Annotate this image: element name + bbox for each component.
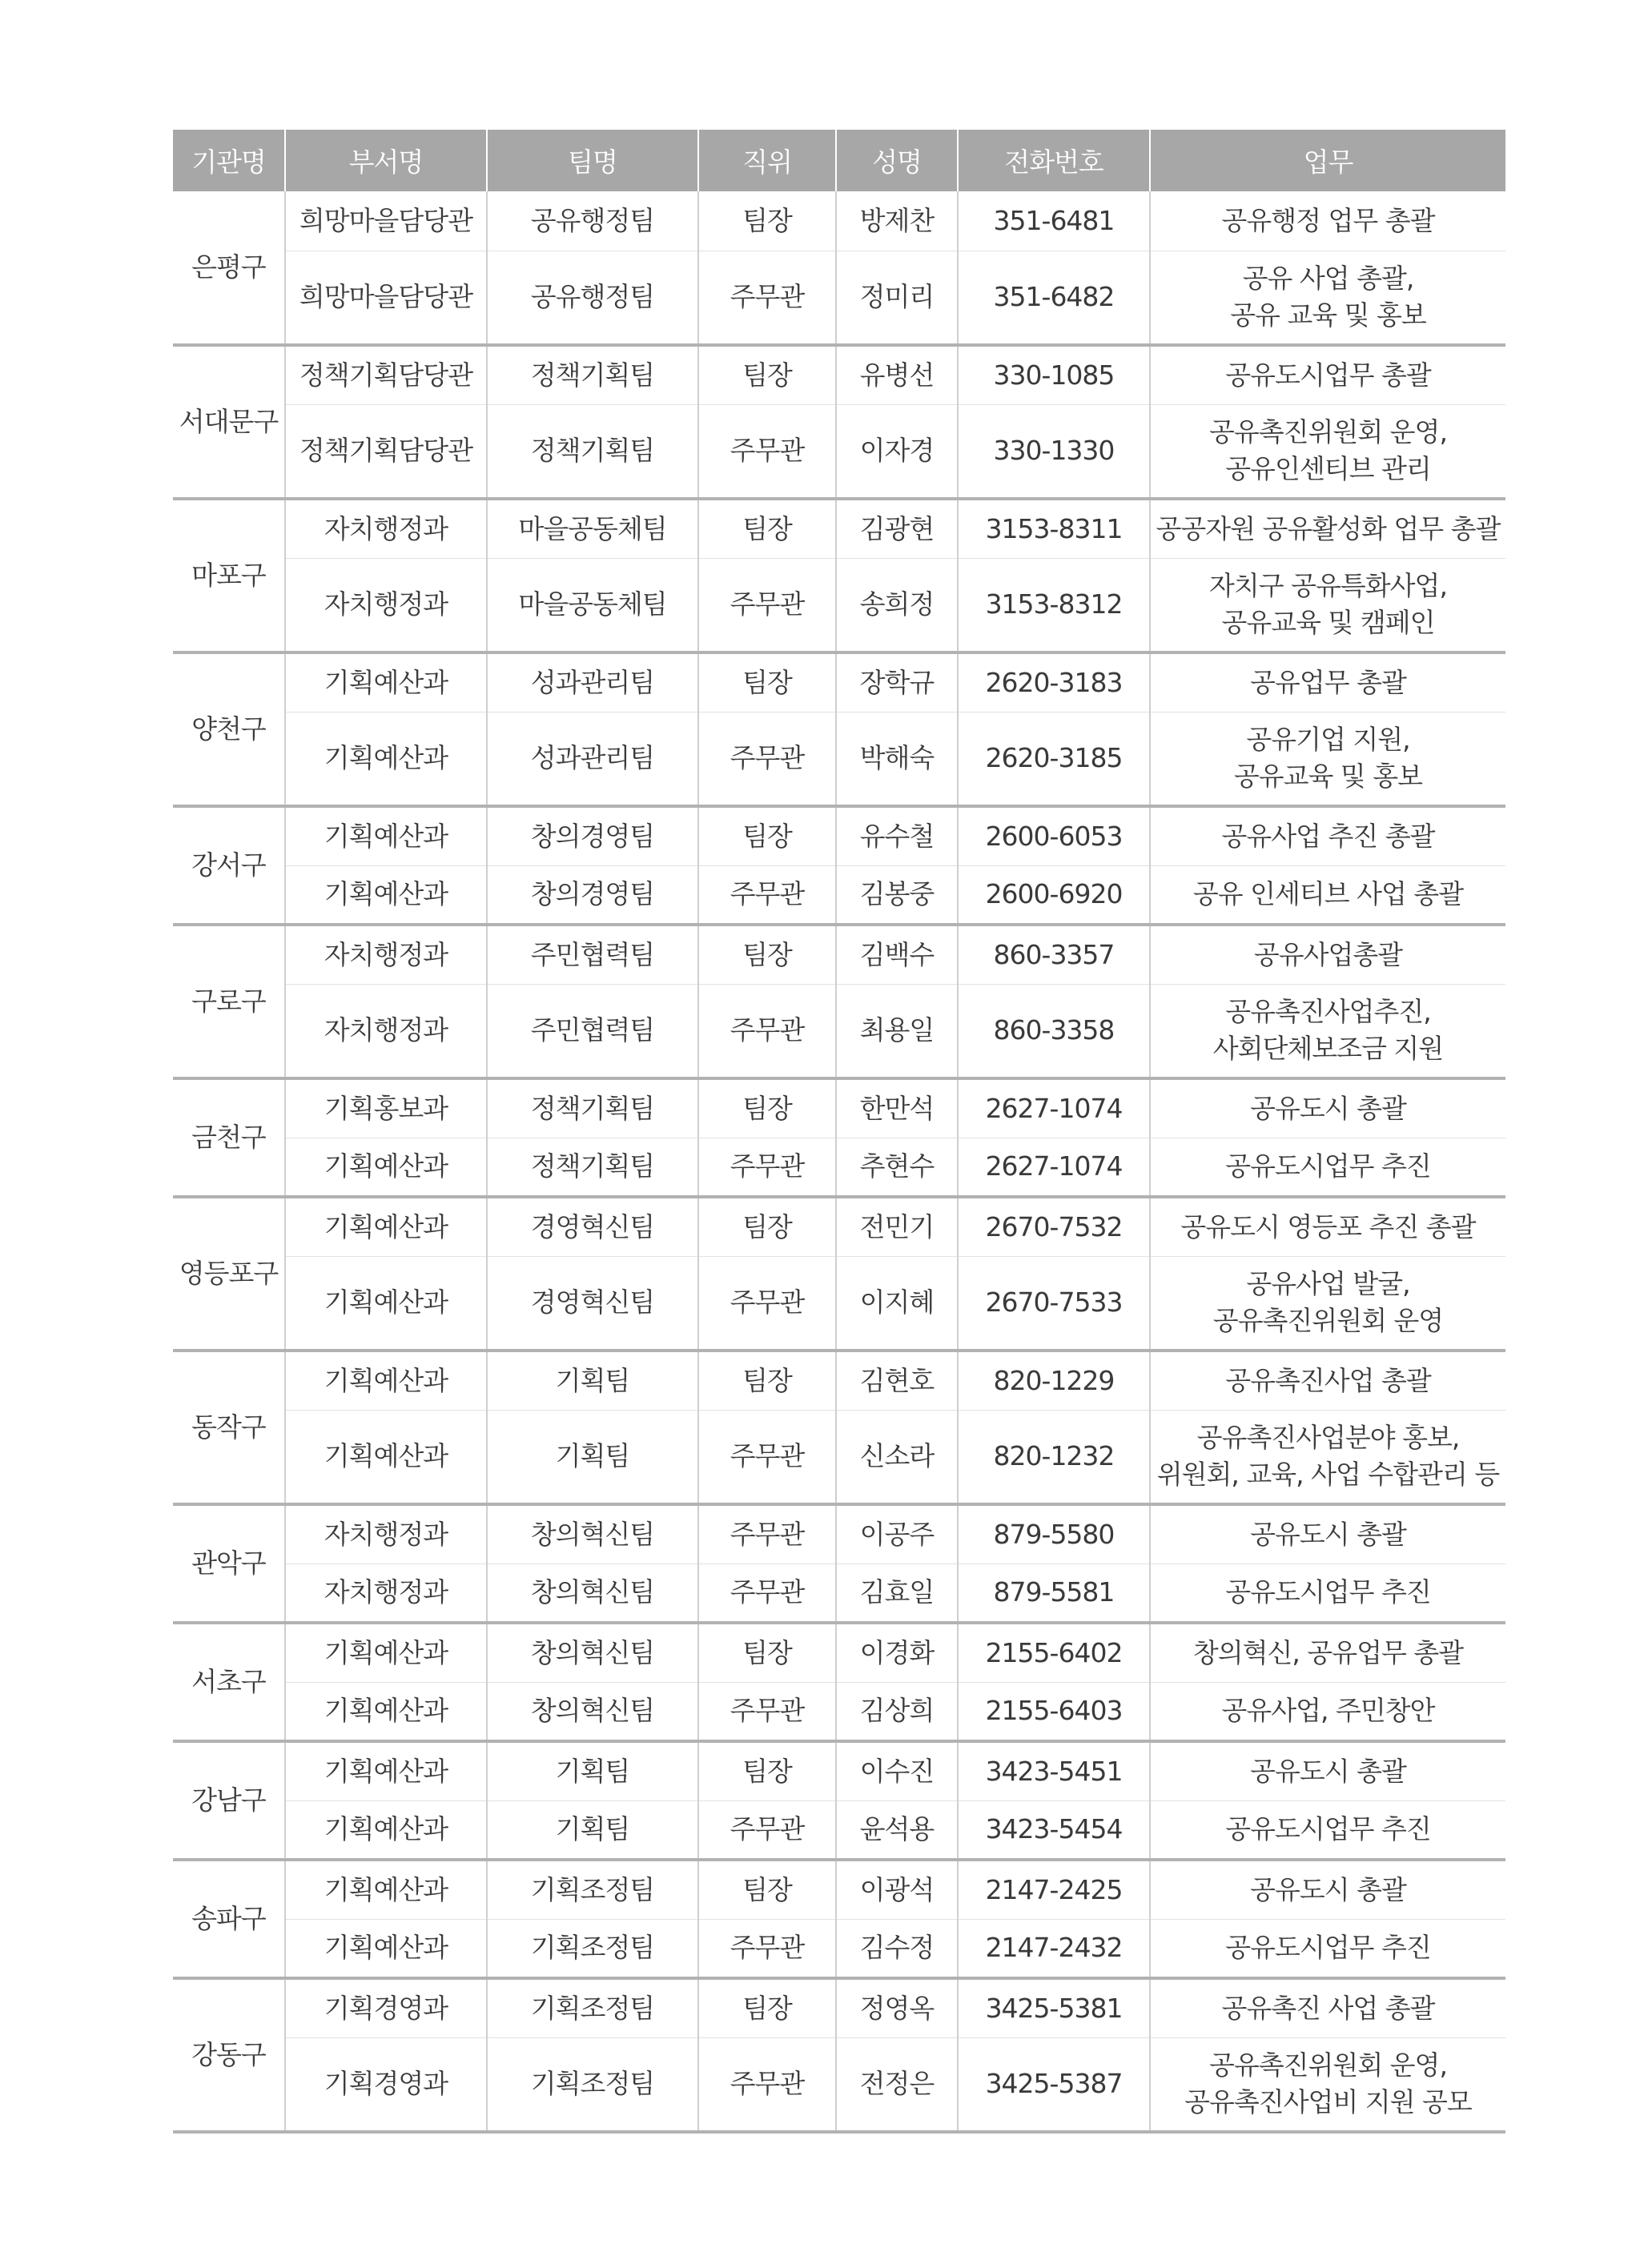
header-task: 업무 bbox=[1150, 130, 1505, 191]
task-cell bbox=[1150, 1138, 1505, 1197]
org-cell: 서대문구 bbox=[173, 345, 285, 499]
dept-cell: 기획예산과 bbox=[285, 652, 487, 712]
dept-cell: 자치행정과 bbox=[285, 558, 487, 652]
position-cell: 팀장 bbox=[698, 1623, 836, 1682]
task-line: 공유촉진위원회 운영 bbox=[1212, 1305, 1444, 1337]
task-line: 공유행정 업무 총괄 bbox=[1221, 204, 1435, 236]
phone-cell: 860-3358 bbox=[958, 984, 1150, 1078]
phone-cell: 3153-8311 bbox=[958, 499, 1150, 558]
org-cell: 서초구 bbox=[173, 1623, 285, 1741]
name-cell: 신소라 bbox=[836, 1410, 958, 1504]
task-line: 공유사업 발굴, bbox=[1246, 1268, 1410, 1300]
table-row bbox=[173, 1682, 1505, 1741]
team-cell: 정책기획팀 bbox=[487, 345, 698, 404]
task-line: 공유촉진사업비 지원 공모 bbox=[1184, 2086, 1472, 2118]
contact-directory-table bbox=[173, 130, 1505, 2134]
table-row bbox=[173, 1197, 1505, 1256]
team-cell: 마을공동체팀 bbox=[487, 499, 698, 558]
task-line: 공유도시 영등포 추진 총괄 bbox=[1180, 1210, 1476, 1242]
task-line: 공유도시 총괄 bbox=[1250, 1873, 1406, 1905]
position-cell: 팀장 bbox=[698, 1197, 836, 1256]
table-row bbox=[173, 1504, 1505, 1564]
name-cell: 김광현 bbox=[836, 499, 958, 558]
team-cell: 창의경영팀 bbox=[487, 865, 698, 925]
dept-cell: 기획예산과 bbox=[285, 1682, 487, 1741]
phone-cell: 820-1229 bbox=[958, 1351, 1150, 1410]
header-position: 직위 bbox=[698, 130, 836, 191]
task-line: 공유도시 총괄 bbox=[1250, 1755, 1406, 1787]
task-cell bbox=[1150, 806, 1505, 865]
org-cell: 동작구 bbox=[173, 1351, 285, 1504]
dept-cell: 자치행정과 bbox=[285, 925, 487, 984]
task-cell bbox=[1150, 1860, 1505, 1919]
table-row bbox=[173, 1078, 1505, 1138]
phone-cell: 2620-3185 bbox=[958, 712, 1150, 806]
name-cell: 장학규 bbox=[836, 652, 958, 712]
dept-cell: 희망마을담당관 bbox=[285, 251, 487, 345]
task-cell bbox=[1150, 1800, 1505, 1860]
table-row bbox=[173, 1978, 1505, 2037]
team-cell: 창의혁신팀 bbox=[487, 1623, 698, 1682]
phone-cell: 351-6481 bbox=[958, 191, 1150, 251]
team-cell: 정책기획팀 bbox=[487, 1138, 698, 1197]
table-row bbox=[173, 652, 1505, 712]
task-cell bbox=[1150, 984, 1505, 1078]
position-cell: 주무관 bbox=[698, 1564, 836, 1623]
team-cell: 정책기획팀 bbox=[487, 1078, 698, 1138]
task-line: 공유촉진사업 총괄 bbox=[1225, 1364, 1431, 1396]
position-cell: 팀장 bbox=[698, 652, 836, 712]
position-cell: 팀장 bbox=[698, 499, 836, 558]
task-cell bbox=[1150, 1741, 1505, 1800]
dept-cell: 기획예산과 bbox=[285, 1410, 487, 1504]
team-cell: 기획조정팀 bbox=[487, 1919, 698, 1978]
name-cell: 이자경 bbox=[836, 404, 958, 499]
team-cell: 기획조정팀 bbox=[487, 1978, 698, 2037]
table-body bbox=[173, 191, 1505, 2132]
task-line: 공유도시업무 추진 bbox=[1225, 1932, 1431, 1964]
phone-cell: 3153-8312 bbox=[958, 558, 1150, 652]
position-cell: 주무관 bbox=[698, 558, 836, 652]
task-line: 공유사업 추진 총괄 bbox=[1221, 820, 1435, 852]
team-cell: 성과관리팀 bbox=[487, 652, 698, 712]
position-cell: 팀장 bbox=[698, 1860, 836, 1919]
dept-cell: 자치행정과 bbox=[285, 984, 487, 1078]
dept-cell: 자치행정과 bbox=[285, 499, 487, 558]
name-cell: 방제찬 bbox=[836, 191, 958, 251]
task-cell bbox=[1150, 1623, 1505, 1682]
table-row bbox=[173, 251, 1505, 345]
position-cell: 주무관 bbox=[698, 1800, 836, 1860]
dept-cell: 기획예산과 bbox=[285, 806, 487, 865]
task-cell bbox=[1150, 1682, 1505, 1741]
task-line: 공유촉진 사업 총괄 bbox=[1221, 1992, 1435, 2024]
team-cell: 기획팀 bbox=[487, 1410, 698, 1504]
phone-cell: 3425-5381 bbox=[958, 1978, 1150, 2037]
task-line: 공유 사업 총괄, bbox=[1242, 263, 1414, 295]
header-row bbox=[173, 130, 1505, 191]
name-cell: 김효일 bbox=[836, 1564, 958, 1623]
name-cell: 김상희 bbox=[836, 1682, 958, 1741]
name-cell: 추현수 bbox=[836, 1138, 958, 1197]
dept-cell: 기획예산과 bbox=[285, 1860, 487, 1919]
phone-cell: 2627-1074 bbox=[958, 1078, 1150, 1138]
name-cell: 최용일 bbox=[836, 984, 958, 1078]
position-cell: 주무관 bbox=[698, 1138, 836, 1197]
team-cell: 경영혁신팀 bbox=[487, 1256, 698, 1351]
table-row bbox=[173, 191, 1505, 251]
position-cell: 팀장 bbox=[698, 1741, 836, 1800]
dept-cell: 기획예산과 bbox=[285, 1351, 487, 1410]
dept-cell: 기획경영과 bbox=[285, 2037, 487, 2132]
team-cell: 주민협력팀 bbox=[487, 925, 698, 984]
team-cell: 정책기획팀 bbox=[487, 404, 698, 499]
task-line: 공유촉진위원회 운영, bbox=[1209, 2049, 1447, 2081]
team-cell: 성과관리팀 bbox=[487, 712, 698, 806]
dept-cell: 기획예산과 bbox=[285, 1256, 487, 1351]
table-row bbox=[173, 345, 1505, 404]
team-cell: 창의혁신팀 bbox=[487, 1564, 698, 1623]
name-cell: 김봉중 bbox=[836, 865, 958, 925]
dept-cell: 기획경영과 bbox=[285, 1978, 487, 2037]
task-line: 공유사업총괄 bbox=[1253, 938, 1403, 970]
team-cell: 기획조정팀 bbox=[487, 1860, 698, 1919]
task-line: 사회단체보조금 지원 bbox=[1212, 1033, 1444, 1065]
org-cell: 은평구 bbox=[173, 191, 285, 345]
position-cell: 팀장 bbox=[698, 1078, 836, 1138]
task-cell bbox=[1150, 652, 1505, 712]
name-cell: 김수정 bbox=[836, 1919, 958, 1978]
table-row bbox=[173, 2037, 1505, 2132]
team-cell: 공유행정팀 bbox=[487, 251, 698, 345]
header-name: 성명 bbox=[836, 130, 958, 191]
position-cell: 주무관 bbox=[698, 1256, 836, 1351]
table-row bbox=[173, 865, 1505, 925]
team-cell: 마을공동체팀 bbox=[487, 558, 698, 652]
name-cell: 김백수 bbox=[836, 925, 958, 984]
position-cell: 팀장 bbox=[698, 345, 836, 404]
position-cell: 주무관 bbox=[698, 1410, 836, 1504]
position-cell: 팀장 bbox=[698, 191, 836, 251]
phone-cell: 2600-6053 bbox=[958, 806, 1150, 865]
task-line: 공유교육 및 캠페인 bbox=[1221, 607, 1435, 639]
task-cell bbox=[1150, 1351, 1505, 1410]
table-row bbox=[173, 1623, 1505, 1682]
org-cell: 송파구 bbox=[173, 1860, 285, 1978]
task-line: 공유도시업무 추진 bbox=[1225, 1150, 1431, 1182]
table-row bbox=[173, 1800, 1505, 1860]
table-row bbox=[173, 984, 1505, 1078]
phone-cell: 2155-6403 bbox=[958, 1682, 1150, 1741]
table-row bbox=[173, 404, 1505, 499]
task-cell bbox=[1150, 712, 1505, 806]
task-cell bbox=[1150, 2037, 1505, 2132]
phone-cell: 330-1085 bbox=[958, 345, 1150, 404]
task-line: 공유촉진사업분야 홍보, bbox=[1196, 1422, 1460, 1454]
name-cell: 정미리 bbox=[836, 251, 958, 345]
header-team: 팀명 bbox=[487, 130, 698, 191]
org-cell: 구로구 bbox=[173, 925, 285, 1078]
phone-cell: 3423-5454 bbox=[958, 1800, 1150, 1860]
phone-cell: 2670-7532 bbox=[958, 1197, 1150, 1256]
name-cell: 전정은 bbox=[836, 2037, 958, 2132]
phone-cell: 2620-3183 bbox=[958, 652, 1150, 712]
phone-cell: 2600-6920 bbox=[958, 865, 1150, 925]
task-line: 공유도시 총괄 bbox=[1250, 1092, 1406, 1124]
team-cell: 창의혁신팀 bbox=[487, 1504, 698, 1564]
task-line: 위원회, 교육, 사업 수합관리 등 bbox=[1156, 1459, 1500, 1491]
team-cell: 창의혁신팀 bbox=[487, 1682, 698, 1741]
header-dept: 부서명 bbox=[285, 130, 487, 191]
task-line: 공유도시업무 추진 bbox=[1225, 1813, 1431, 1845]
task-line: 공유촉진사업추진, bbox=[1225, 996, 1431, 1028]
position-cell: 팀장 bbox=[698, 925, 836, 984]
name-cell: 이수진 bbox=[836, 1741, 958, 1800]
task-cell bbox=[1150, 558, 1505, 652]
task-cell bbox=[1150, 1978, 1505, 2037]
task-cell bbox=[1150, 1504, 1505, 1564]
task-cell bbox=[1150, 1078, 1505, 1138]
position-cell: 주무관 bbox=[698, 712, 836, 806]
name-cell: 유수철 bbox=[836, 806, 958, 865]
table-row bbox=[173, 1919, 1505, 1978]
task-line: 자치구 공유특화사업, bbox=[1209, 570, 1447, 602]
phone-cell: 860-3357 bbox=[958, 925, 1150, 984]
org-cell: 강남구 bbox=[173, 1741, 285, 1860]
task-cell bbox=[1150, 499, 1505, 558]
table-row bbox=[173, 1410, 1505, 1504]
phone-cell: 879-5581 bbox=[958, 1564, 1150, 1623]
org-cell: 영등포구 bbox=[173, 1197, 285, 1351]
table-header bbox=[173, 130, 1505, 191]
position-cell: 주무관 bbox=[698, 1919, 836, 1978]
team-cell: 기획조정팀 bbox=[487, 2037, 698, 2132]
task-line: 공공자원 공유활성화 업무 총괄 bbox=[1156, 512, 1501, 544]
task-line: 창의혁신, 공유업무 총괄 bbox=[1192, 1636, 1464, 1668]
team-cell: 기획팀 bbox=[487, 1741, 698, 1800]
phone-cell: 3425-5387 bbox=[958, 2037, 1150, 2132]
dept-cell: 자치행정과 bbox=[285, 1564, 487, 1623]
name-cell: 유병선 bbox=[836, 345, 958, 404]
dept-cell: 기획예산과 bbox=[285, 712, 487, 806]
task-cell bbox=[1150, 1410, 1505, 1504]
position-cell: 팀장 bbox=[698, 1978, 836, 2037]
team-cell: 창의경영팀 bbox=[487, 806, 698, 865]
phone-cell: 2670-7533 bbox=[958, 1256, 1150, 1351]
table-row bbox=[173, 925, 1505, 984]
position-cell: 주무관 bbox=[698, 1504, 836, 1564]
name-cell: 박해숙 bbox=[836, 712, 958, 806]
task-cell bbox=[1150, 251, 1505, 345]
phone-cell: 2155-6402 bbox=[958, 1623, 1150, 1682]
dept-cell: 기획예산과 bbox=[285, 1138, 487, 1197]
table-row bbox=[173, 1860, 1505, 1919]
task-cell bbox=[1150, 925, 1505, 984]
task-cell bbox=[1150, 1197, 1505, 1256]
table-row bbox=[173, 712, 1505, 806]
dept-cell: 기획예산과 bbox=[285, 1800, 487, 1860]
task-cell bbox=[1150, 1564, 1505, 1623]
name-cell: 윤석용 bbox=[836, 1800, 958, 1860]
table-row bbox=[173, 1741, 1505, 1800]
task-cell bbox=[1150, 1256, 1505, 1351]
position-cell: 주무관 bbox=[698, 251, 836, 345]
team-cell: 기획팀 bbox=[487, 1351, 698, 1410]
task-cell bbox=[1150, 345, 1505, 404]
team-cell: 주민협력팀 bbox=[487, 984, 698, 1078]
name-cell: 정영옥 bbox=[836, 1978, 958, 2037]
task-line: 공유기업 지원, bbox=[1246, 724, 1410, 756]
dept-cell: 희망마을담당관 bbox=[285, 191, 487, 251]
task-line: 공유도시업무 총괄 bbox=[1225, 359, 1431, 391]
task-cell bbox=[1150, 404, 1505, 499]
table-row bbox=[173, 1138, 1505, 1197]
team-cell: 기획팀 bbox=[487, 1800, 698, 1860]
phone-cell: 330-1330 bbox=[958, 404, 1150, 499]
position-cell: 주무관 bbox=[698, 865, 836, 925]
phone-cell: 820-1232 bbox=[958, 1410, 1150, 1504]
dept-cell: 기획예산과 bbox=[285, 1197, 487, 1256]
dept-cell: 자치행정과 bbox=[285, 1504, 487, 1564]
name-cell: 이지혜 bbox=[836, 1256, 958, 1351]
name-cell: 전민기 bbox=[836, 1197, 958, 1256]
phone-cell: 3423-5451 bbox=[958, 1741, 1150, 1800]
position-cell: 주무관 bbox=[698, 2037, 836, 2132]
name-cell: 이광석 bbox=[836, 1860, 958, 1919]
task-cell bbox=[1150, 1919, 1505, 1978]
table-row bbox=[173, 1564, 1505, 1623]
dept-cell: 기획예산과 bbox=[285, 1919, 487, 1978]
dept-cell: 정책기획담당관 bbox=[285, 345, 487, 404]
org-cell: 강동구 bbox=[173, 1978, 285, 2132]
task-cell bbox=[1150, 865, 1505, 925]
phone-cell: 879-5580 bbox=[958, 1504, 1150, 1564]
phone-cell: 2147-2425 bbox=[958, 1860, 1150, 1919]
dept-cell: 기획예산과 bbox=[285, 1741, 487, 1800]
task-line: 공유인센티브 관리 bbox=[1225, 453, 1431, 485]
task-line: 공유도시 총괄 bbox=[1250, 1518, 1406, 1550]
name-cell: 한만석 bbox=[836, 1078, 958, 1138]
org-cell: 마포구 bbox=[173, 499, 285, 652]
position-cell: 주무관 bbox=[698, 1682, 836, 1741]
task-line: 공유업무 총괄 bbox=[1250, 666, 1406, 698]
org-cell: 관악구 bbox=[173, 1504, 285, 1623]
task-cell bbox=[1150, 191, 1505, 251]
team-cell: 경영혁신팀 bbox=[487, 1197, 698, 1256]
dept-cell: 정책기획담당관 bbox=[285, 404, 487, 499]
header-org: 기관명 bbox=[173, 130, 285, 191]
name-cell: 이경화 bbox=[836, 1623, 958, 1682]
position-cell: 주무관 bbox=[698, 404, 836, 499]
table-row bbox=[173, 1351, 1505, 1410]
dept-cell: 기획예산과 bbox=[285, 865, 487, 925]
dept-cell: 기획예산과 bbox=[285, 1623, 487, 1682]
position-cell: 팀장 bbox=[698, 1351, 836, 1410]
task-line: 공유도시업무 추진 bbox=[1225, 1576, 1431, 1608]
org-cell: 금천구 bbox=[173, 1078, 285, 1197]
task-line: 공유사업, 주민창안 bbox=[1221, 1695, 1435, 1727]
org-cell: 양천구 bbox=[173, 652, 285, 806]
table-row bbox=[173, 499, 1505, 558]
table-row bbox=[173, 1256, 1505, 1351]
phone-cell: 2627-1074 bbox=[958, 1138, 1150, 1197]
dept-cell: 기획홍보과 bbox=[285, 1078, 487, 1138]
name-cell: 이공주 bbox=[836, 1504, 958, 1564]
task-line: 공유촉진위원회 운영, bbox=[1209, 416, 1447, 448]
table-row bbox=[173, 806, 1505, 865]
position-cell: 주무관 bbox=[698, 984, 836, 1078]
phone-cell: 2147-2432 bbox=[958, 1919, 1150, 1978]
position-cell: 팀장 bbox=[698, 806, 836, 865]
org-cell: 강서구 bbox=[173, 806, 285, 925]
table-row bbox=[173, 558, 1505, 652]
header-phone: 전화번호 bbox=[958, 130, 1150, 191]
task-line: 공유 교육 및 홍보 bbox=[1230, 299, 1426, 331]
task-line: 공유교육 및 홍보 bbox=[1233, 761, 1423, 793]
task-line: 공유 인세티브 사업 총괄 bbox=[1192, 878, 1464, 910]
name-cell: 송희정 bbox=[836, 558, 958, 652]
name-cell: 김현호 bbox=[836, 1351, 958, 1410]
team-cell: 공유행정팀 bbox=[487, 191, 698, 251]
phone-cell: 351-6482 bbox=[958, 251, 1150, 345]
